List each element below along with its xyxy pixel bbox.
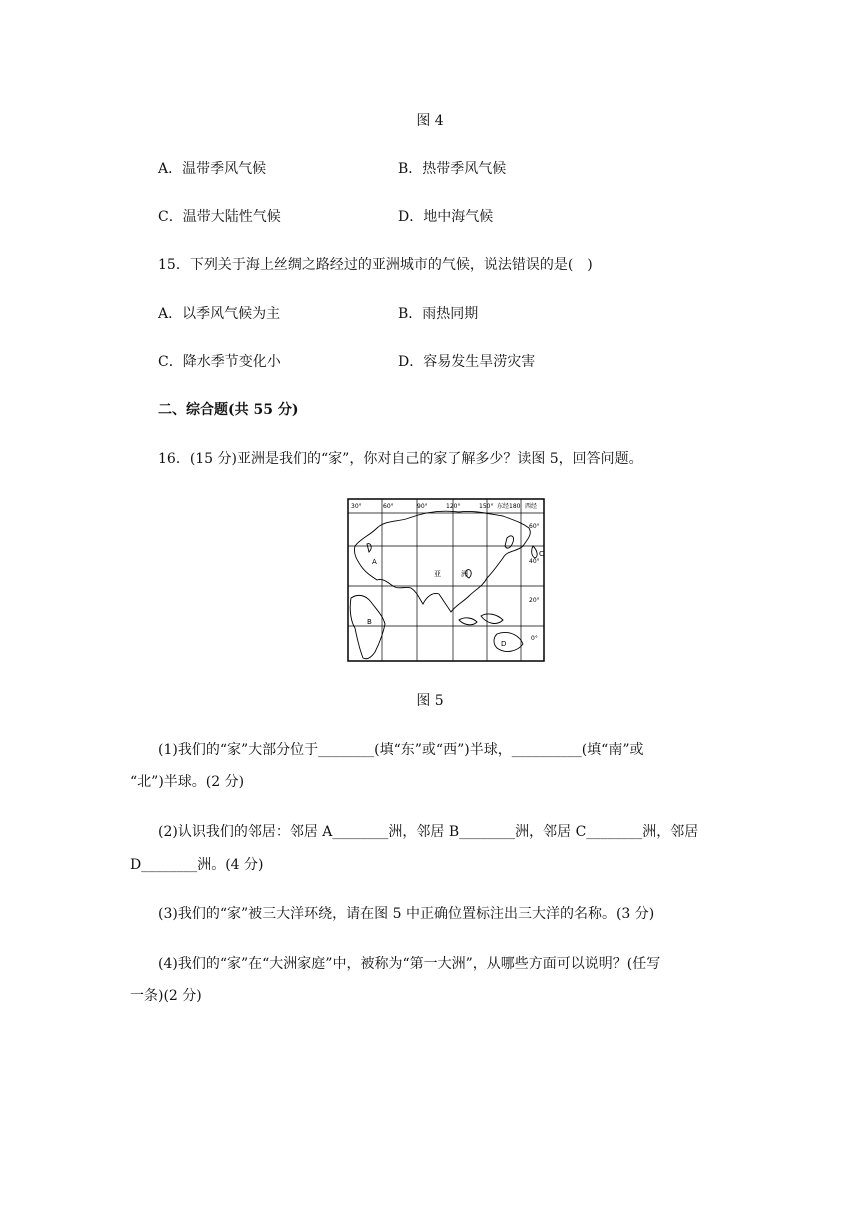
map-point-a: A [372,558,377,566]
map-top-label: 90° [417,503,428,510]
q16-stem: 16．(15 分)亚洲是我们的“家”，你对自己的家了解多少？读图 5，回答问题。 [158,451,643,467]
map-right-label: 0° [531,635,538,642]
map-right-label: 40° [529,558,540,565]
asia-map-figure-5 [347,498,545,662]
map-region-label: 洲 [461,570,468,578]
map-right-label: 60° [529,523,540,530]
q16-part-3: (3)我们的“家”被三大洋环绕，请在图 5 中正确位置标注出三大洋的名称。(3 分) [158,906,655,922]
map-right-label: 20° [529,597,540,604]
figure-4-caption: 图 4 [416,113,444,129]
q16-part-1-line-1: (1)我们的“家”大部分位于________(填“东”或“西”)半球，__________(填“南”或 [158,742,644,758]
map-top-label: 150° [479,503,494,510]
q15-option-c: C．降水季节变化小 [158,354,281,370]
q16-part-2-line-2: D________洲。(4 分) [130,857,264,873]
figure-5-caption: 图 5 [416,693,444,709]
map-top-label: 西经 [525,503,538,510]
q15-option-d: D．容易发生旱涝灾害 [398,354,536,370]
map-top-label: 东经180 [497,503,521,510]
q14-option-c: C．温带大陆性气候 [158,209,281,225]
map-point-c: C [539,550,544,558]
map-top-label: 120° [446,503,461,510]
q15-stem: 15．下列关于海上丝绸之路经过的亚洲城市的气候，说法错误的是( ) [158,257,593,273]
q14-option-b: B．热带季风气候 [398,161,507,177]
q16-part-4-line-2: 一条)(2 分) [130,988,202,1004]
map-top-label: 30° [351,503,362,510]
q16-part-1-line-2: “北”)半球。(2 分) [130,774,245,790]
q16-part-4-line-1: (4)我们的“家”在“大洲家庭”中，被称为“第一大洲”，从哪些方面可以说明？(任写 [158,956,661,972]
q14-option-d: D．地中海气候 [398,209,494,225]
q15-option-b: B．雨热同期 [398,306,479,322]
map-top-label: 60° [383,503,394,510]
q14-option-a: A．温带季风气候 [158,161,267,177]
map-point-b: B [367,618,372,626]
q16-part-2-line-1: (2)认识我们的邻居：邻居 A________洲，邻居 B________洲，邻居 C________洲，邻居 [158,824,699,840]
map-region-label: 亚 [434,570,441,578]
map-point-d: D [501,640,507,648]
section-2-heading: 二、综合题(共 55 分) [158,402,299,418]
q15-option-a: A．以季风气候为主 [158,306,281,322]
